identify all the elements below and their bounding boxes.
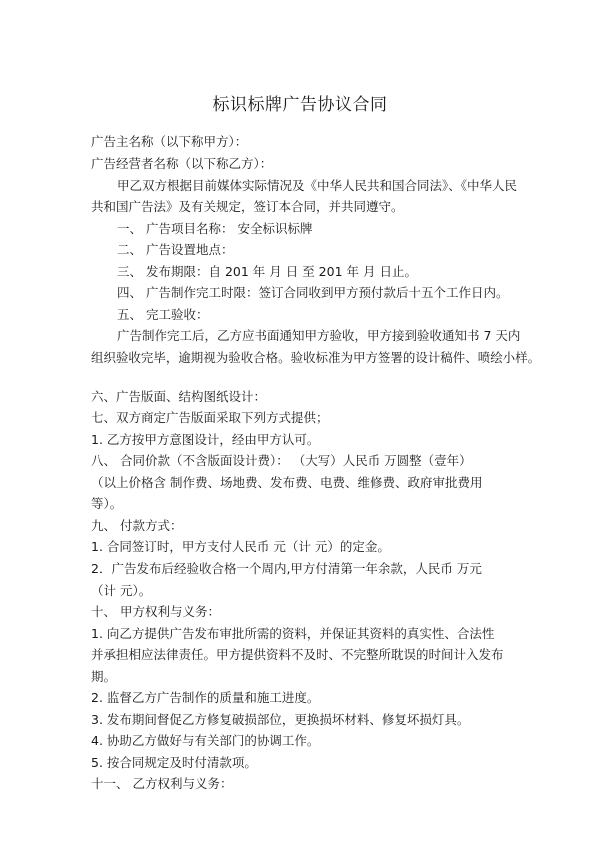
preamble-line-1: 甲乙双方根据目前媒体实际情况及《中华人民共和国合同法》、《中华人民 <box>117 178 518 193</box>
document-title: 标识标牌广告协议合同 <box>212 95 388 115</box>
party-b-name-line: 广告经营者名称（以下称乙方）： <box>91 156 273 171</box>
party-a-duty-1-line-3: 期。 <box>91 669 117 684</box>
clause-1-project-name: 一、 广告项目名称： 安全标识标牌 <box>117 221 313 236</box>
party-a-duty-3: 3. 发布期间督促乙方修复破损部位，更换损坏材料、修复坏损灯具。 <box>91 712 470 727</box>
clause-11-party-b-duties: 十一、 乙方权利与义务： <box>91 776 233 791</box>
clause-6-design: 六、广告版面、结构图纸设计： <box>91 389 267 404</box>
clause-3-period: 三、 发布期限：自 201 年 月 日 至 201 年 月 日止。 <box>117 264 417 279</box>
party-a-duty-5: 5. 按合同规定及时付清款项。 <box>91 755 257 770</box>
party-a-duty-4: 4. 协助乙方做好与有关部门的协调工作。 <box>91 733 320 748</box>
price-includes-line-1: （以上价格含 制作费、场地费、发布费、电费、维修费、政府审批费用 <box>91 475 483 490</box>
preamble-line-2: 共和国广告法》及有关规定，签订本合同，并共同遵守。 <box>91 199 404 214</box>
payment-item-2: 2．广告发布后经验收合格一个周内,甲方付清第一年余款，人民币 万元 <box>91 561 482 576</box>
payment-item-1: 1. 合同签订时，甲方支付人民币 元（计 元）的定金。 <box>91 539 390 554</box>
clause-7-method: 七、双方商定广告版面采取下列方式提供； <box>91 410 329 425</box>
acceptance-text-line-2: 组织验收完毕，逾期视为验收合格。验收标准为甲方签署的设计稿件、喷绘小样。 <box>91 350 541 365</box>
party-a-duty-1-line-2: 并承担相应法律责任。甲方提供资料不及时、不完整所耽误的时间计入发布 <box>91 647 504 662</box>
clause-2-location: 二、 广告设置地点： <box>117 242 234 257</box>
clause-7-item-1: 1. 乙方按甲方意图设计，经由甲方认可。 <box>91 432 320 447</box>
clause-8-price: 八、 合同价款（不含版面设计费）： （大写）人民币 万圆整（壹年） <box>91 453 472 468</box>
party-a-duty-2: 2. 监督乙方广告制作的质量和施工进度。 <box>91 690 320 705</box>
party-a-name-line: 广告主名称（以下称甲方）： <box>91 134 248 149</box>
payment-item-2-cont: （计 元）。 <box>91 583 152 598</box>
price-includes-line-2: 等）。 <box>91 496 123 511</box>
party-a-duty-1-line-1: 1. 向乙方提供广告发布审批所需的资料，并保证其资料的真实性、合法性 <box>91 626 495 641</box>
acceptance-text-line-1: 广告制作完工后，乙方应书面通知甲方验收，甲方接到验收通知书 7 天内 <box>117 328 521 343</box>
clause-4-deadline: 四、 广告制作完工时限：签订合同收到甲方预付款后十五个工作日内。 <box>117 285 509 300</box>
clause-10-party-a-duties: 十、 甲方权利与义务： <box>91 604 220 619</box>
clause-5-acceptance: 五、 完工验收： <box>117 307 209 322</box>
clause-9-payment: 九、 付款方式： <box>91 518 183 533</box>
